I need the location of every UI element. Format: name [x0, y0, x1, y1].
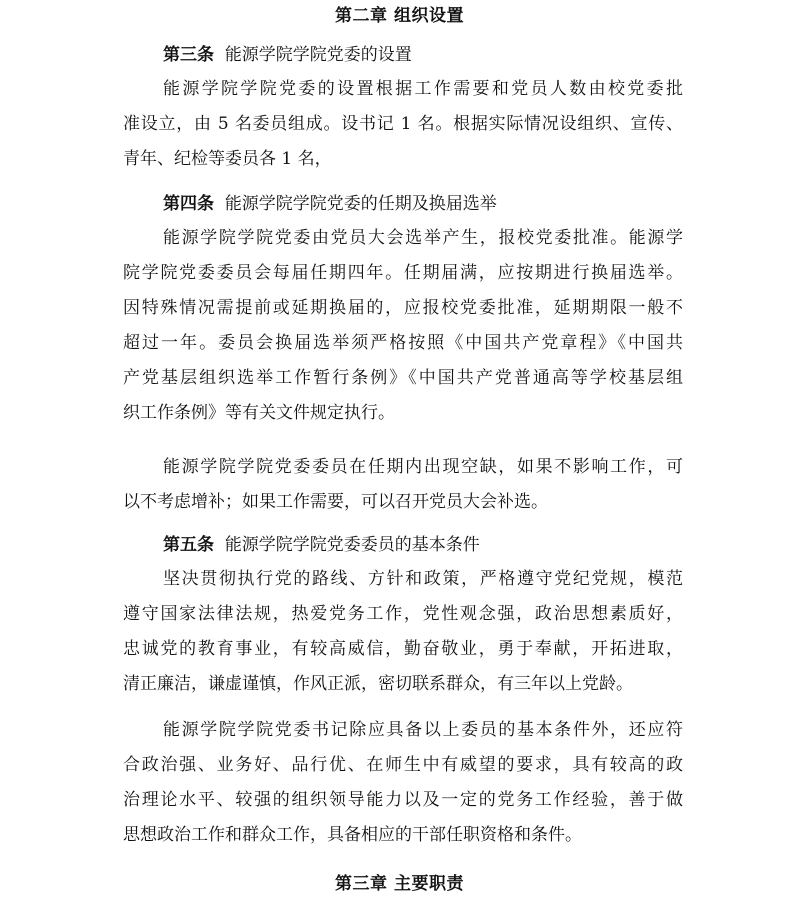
article-5-heading — [163, 533, 480, 557]
paragraph-line: 清正廉洁，谦虚谨慎，作风正派，密切联系群众，有三年以上党龄。 — [123, 674, 633, 694]
chapter-3-heading: 第三章 主要职责 — [335, 874, 464, 894]
article-4-paragraph-1 — [123, 221, 683, 431]
paragraph-line: 因特殊情况需提前或延期换届的，应报校党委批准，延期期限一般不 — [123, 298, 683, 318]
paragraph-line: 超过一年。委员会换届选举须严格按照《中国共产党章程》《中国共 — [123, 333, 683, 353]
article-3-heading — [163, 43, 412, 67]
article-3-number: 第三条 — [163, 45, 214, 65]
paragraph-line: 能源学院学院党委的设置根据工作需要和党员人数由校党委批 — [163, 79, 683, 99]
paragraph-line: 遵守国家法律法规，热爱党务工作，党性观念强，政治思想素质好， — [123, 604, 683, 624]
article-5-paragraph-1 — [123, 562, 683, 702]
article-3-paragraph-1 — [123, 72, 683, 177]
paragraph-line: 能源学院学院党委书记除应具备以上委员的基本条件外，还应符 — [163, 720, 683, 740]
paragraph-line: 青年、纪检等委员各 1 名， — [123, 149, 332, 169]
paragraph-line: 治理论水平、较强的组织领导能力以及一定的党务工作经验，善于做 — [123, 790, 683, 810]
paragraph-line: 能源学院学院党委由党员大会选举产生，报校党委批准。能源学 — [163, 228, 683, 248]
article-4-paragraph-2 — [123, 450, 683, 520]
article-5-number: 第五条 — [163, 535, 214, 555]
paragraph-line: 能源学院学院党委委员在任期内出现空缺，如果不影响工作，可 — [163, 457, 683, 477]
article-5-paragraph-2 — [123, 713, 683, 853]
paragraph-line: 织工作条例》等有关文件规定执行。 — [123, 403, 395, 423]
paragraph-line: 坚决贯彻执行党的路线、方针和政策，严格遵守党纪党规，模范 — [163, 569, 683, 589]
paragraph-line: 院学院党委委员会每届任期四年。任期届满，应按期进行换届选举。 — [123, 263, 683, 283]
paragraph-line: 合政治强、业务好、品行优、在师生中有威望的要求，具有较高的政 — [123, 755, 683, 775]
paragraph-line: 准设立，由 5 名委员组成。设书记 1 名。根据实际情况设组织、宣传、 — [123, 114, 683, 134]
article-4-number: 第四条 — [163, 194, 214, 214]
article-4-heading — [163, 192, 497, 216]
paragraph-line: 以不考虑增补；如果工作需要，可以召开党员大会补选。 — [123, 492, 548, 512]
article-3-title: 能源学院学院党委的设置 — [224, 45, 412, 65]
article-5-title: 能源学院学院党委委员的基本条件 — [224, 535, 480, 555]
chapter-2-heading: 第二章 组织设置 — [335, 6, 464, 26]
paragraph-line: 思想政治工作和群众工作，具备相应的干部任职资格和条件。 — [123, 825, 582, 845]
paragraph-line: 忠诚党的教育事业，有较高威信，勤奋敬业，勇于奉献，开拓进取， — [123, 639, 683, 659]
paragraph-line: 产党基层组织选举工作暂行条例》《中国共产党普通高等学校基层组 — [123, 368, 683, 388]
article-4-title: 能源学院学院党委的任期及换届选举 — [224, 194, 497, 214]
